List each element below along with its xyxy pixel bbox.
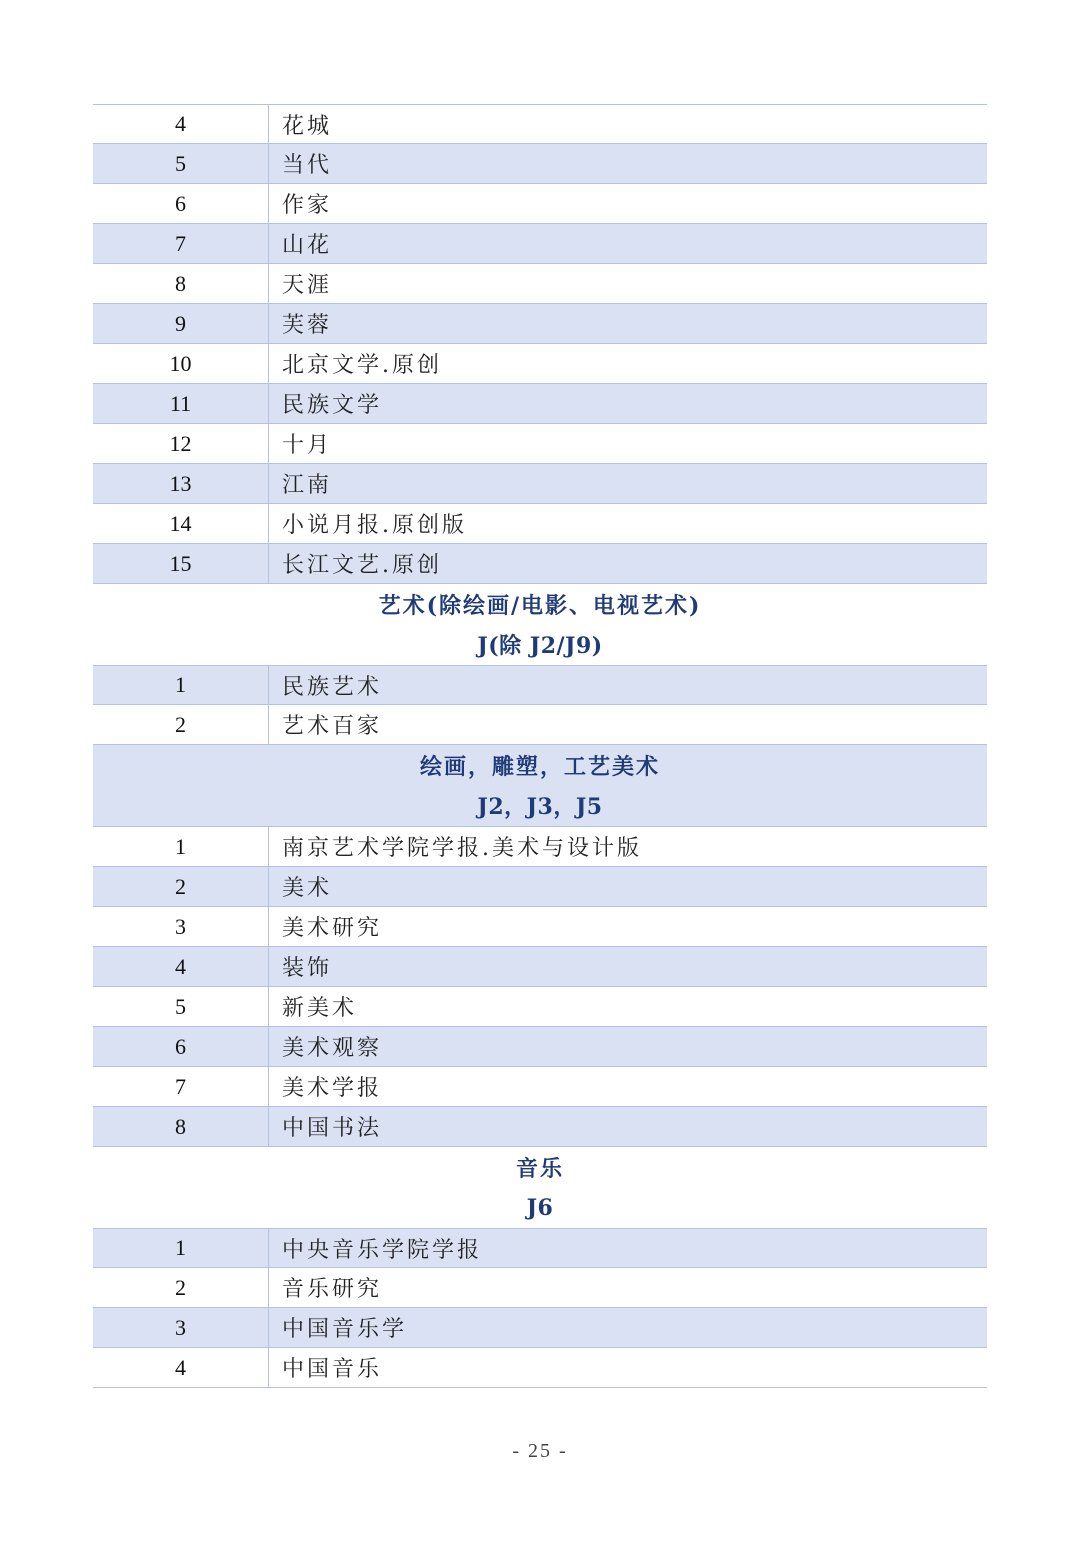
row-number: 5 (93, 144, 269, 183)
section-code: J6 (526, 1194, 554, 1221)
row-number: 10 (93, 344, 269, 383)
journal-name: 美术学报 (282, 1076, 383, 1101)
table-row (93, 344, 987, 384)
journal-name: 芙蓉 (282, 313, 333, 338)
page-number: - 25 - (512, 1440, 568, 1462)
journal-name: 音乐研究 (282, 1277, 383, 1302)
table-row (93, 1027, 987, 1067)
table-row (93, 1308, 987, 1348)
row-number: 4 (93, 1348, 269, 1387)
section-heading-painting (93, 745, 987, 827)
section-heading-art (93, 584, 987, 665)
table-row (93, 424, 987, 464)
journal-name: 天涯 (282, 273, 333, 298)
table-row (93, 504, 987, 544)
section-title: 音乐 (515, 1155, 564, 1182)
row-number: 8 (93, 1107, 269, 1146)
journal-name: 装饰 (282, 956, 333, 981)
journal-name: 长江文艺.原创 (282, 553, 442, 578)
row-number: 2 (93, 1268, 269, 1307)
row-number: 2 (93, 705, 269, 744)
table-row (93, 544, 987, 584)
table-row (93, 1228, 987, 1268)
journal-name: 美术研究 (282, 916, 383, 941)
journal-name: 中国书法 (282, 1116, 383, 1141)
table-row (93, 907, 987, 947)
table-row (93, 1067, 987, 1107)
row-number: 8 (93, 264, 269, 303)
journal-name: 新美术 (282, 996, 358, 1021)
table-row (93, 264, 987, 304)
journal-name: 作家 (282, 193, 333, 218)
table-row (93, 705, 987, 745)
row-number: 5 (93, 987, 269, 1026)
table-row (93, 1107, 987, 1147)
journal-name: 花城 (282, 113, 333, 139)
row-number: 13 (93, 464, 269, 503)
table-row (93, 947, 987, 987)
row-number: 9 (93, 304, 269, 343)
row-number: 1 (93, 1229, 269, 1267)
row-number: 11 (93, 384, 269, 423)
section-heading-music (93, 1147, 987, 1228)
journal-name: 山花 (282, 233, 333, 258)
table-row (93, 665, 987, 705)
journal-name: 民族艺术 (282, 674, 383, 700)
row-number: 4 (93, 105, 269, 143)
journal-name: 十月 (282, 433, 333, 458)
row-number: 7 (93, 1067, 269, 1106)
journal-name: 美术 (282, 876, 333, 901)
journal-name: 美术观察 (282, 1036, 383, 1061)
row-number: 1 (93, 827, 269, 866)
painting-table (93, 827, 987, 1147)
table-row (93, 827, 987, 867)
row-number: 12 (93, 424, 269, 463)
journal-name: 艺术百家 (282, 714, 383, 739)
journal-name: 当代 (282, 153, 333, 178)
section-code: J(除 J2/J9) (477, 633, 603, 660)
row-number: 1 (93, 666, 269, 704)
row-number: 4 (93, 947, 269, 986)
table-row (93, 144, 987, 184)
row-number: 3 (93, 907, 269, 946)
row-number: 2 (93, 867, 269, 906)
music-table (93, 1228, 987, 1388)
table-row (93, 304, 987, 344)
section-title: 绘画，雕塑，工艺美术 (419, 753, 660, 780)
table-row (93, 224, 987, 264)
art-table (93, 665, 987, 745)
table-row (93, 104, 987, 144)
journal-name: 中国音乐学 (282, 1317, 408, 1342)
table-row (93, 464, 987, 504)
table-row (93, 384, 987, 424)
row-number: 14 (93, 504, 269, 543)
section-code: J2，J3，J5 (477, 794, 603, 821)
row-number: 3 (93, 1308, 269, 1347)
journal-name: 小说月报.原创版 (282, 513, 467, 538)
journal-name: 北京文学.原创 (282, 353, 442, 378)
row-number: 7 (93, 224, 269, 263)
row-number: 6 (93, 184, 269, 223)
row-number: 15 (93, 544, 269, 583)
journal-name: 南京艺术学院学报.美术与设计版 (282, 836, 642, 861)
journal-list-page (93, 104, 987, 1388)
literature-table (93, 104, 987, 584)
journal-name: 中国音乐 (282, 1357, 383, 1382)
section-title: 艺术(除绘画/电影、电视艺术) (378, 592, 702, 619)
table-row (93, 184, 987, 224)
row-number: 6 (93, 1027, 269, 1066)
table-row (93, 867, 987, 907)
table-row (93, 1348, 987, 1388)
table-row (93, 987, 987, 1027)
journal-name: 民族文学 (282, 393, 383, 418)
journal-name: 江南 (282, 473, 333, 498)
table-row (93, 1268, 987, 1308)
journal-name: 中央音乐学院学报 (282, 1237, 483, 1263)
